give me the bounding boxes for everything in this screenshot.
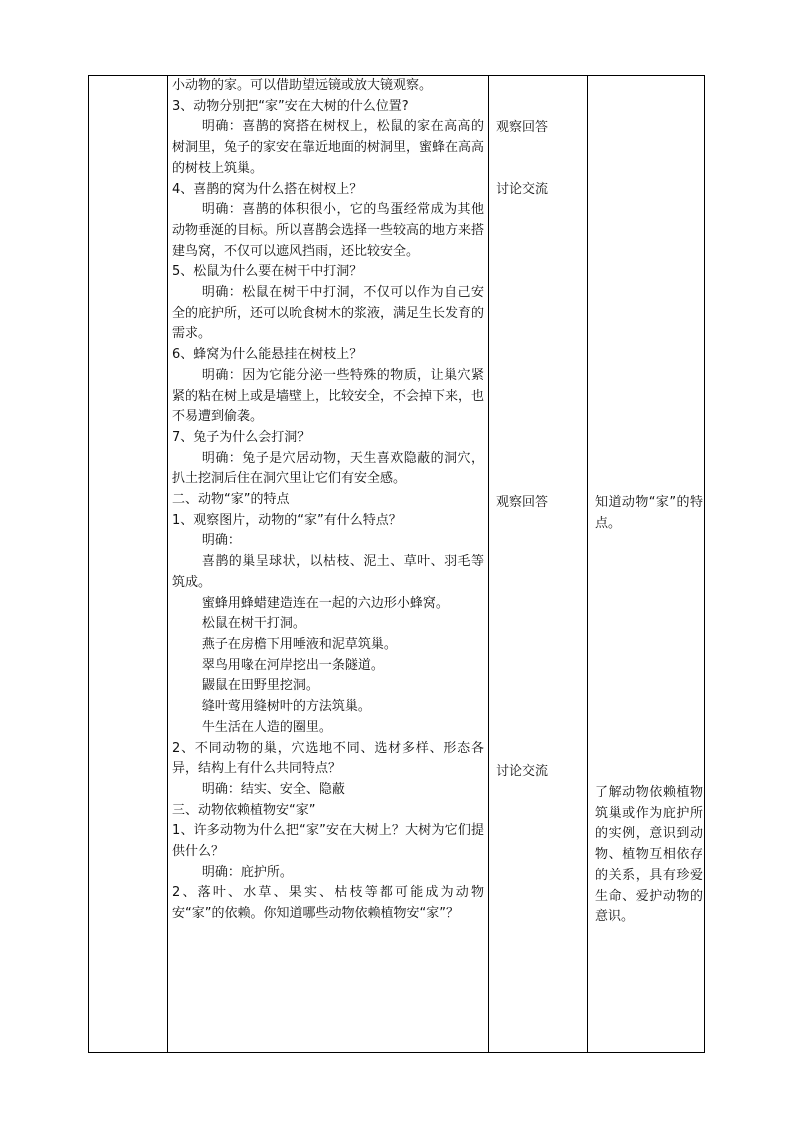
question: 1、许多动物为什么把“家”安在大树上？大树为它们提供什么？ [172, 823, 484, 860]
question: 4、喜鹊的窝为什么搭在树杈上？ [172, 181, 363, 197]
question: 5、松鼠为什么要在树干中打洞？ [172, 264, 363, 280]
answer-item: 牛生活在人造的圈里。 [201, 719, 332, 735]
answer: 明确：结实、安全、隐蔽 [201, 781, 345, 797]
question: 7、兔子为什么会打洞？ [172, 429, 311, 445]
question: 2、落叶、水草、果实、枯枝等都可能成为动物安“家”的依赖。你知道哪些动物依赖植物安“家”？ [172, 885, 484, 922]
student-activity: 观察回答 [496, 495, 549, 510]
answer: 明确：兔子是穴居动物，天生喜欢隐蔽的洞穴，扒土挖洞后住在洞穴里让它们有安全感。 [172, 450, 484, 487]
answer-item: 喜鹊的巢呈球状，以枯枝、泥土、草叶、羽毛等筑成。 [172, 554, 484, 590]
column-divider-3 [587, 75, 588, 1053]
answer: 明确：喜鹊的窝搭在树杈上，松鼠的家在高高的树洞里，兔子的家安在靠近地面的树洞里，蜜蜂在高高的树枝上筑巢。 [172, 119, 485, 176]
answer: 明确：松鼠在树干中打洞，不仅可以作为自己安全的庇护所，还可以吮食树木的浆液，满足生长发育的需求。 [172, 285, 485, 342]
answer: 明确： [201, 533, 241, 549]
question: 3、动物分别把“家”安在大树的什么位置? [172, 98, 409, 114]
section-heading: 三、动物依赖植物安“家” [172, 802, 316, 818]
question: 2、不同动物的巢，穴选地不同、选材多样、形态各异，结构上有什么共同特点？ [172, 740, 484, 777]
design-intent-text: 知道动物“家”的特点。 [595, 495, 703, 531]
column-divider-1 [167, 75, 168, 1053]
text-line: 小动物的家。可以借助望远镜或放大镜观察。 [172, 78, 433, 93]
answer-item: 燕子在房檐下用唾液和泥草筑巢。 [201, 636, 397, 652]
answer-item: 蜜蜂用蜂蜡建造连在一起的六边形小蜂窝。 [201, 595, 449, 611]
student-activity: 讨论交流 [496, 764, 549, 779]
answer-item: 缝叶莺用缝树叶的方法筑巢。 [201, 699, 371, 715]
answer-item: 鼹鼠在田野里挖洞。 [201, 678, 319, 694]
design-intent [595, 783, 703, 928]
answer-item: 松鼠在树干打洞。 [201, 616, 306, 632]
answer: 明确：喜鹊的体积很小，它的鸟蛋经常成为其他动物垂涎的目标。所以喜鹊会选择一些较高的地方来搭建鸟窝，不仅可以遮风挡雨，还比较安全。 [172, 202, 485, 259]
answer: 明确：因为它能分泌一些特殊的物质，让巢穴紧紧的粘在树上或是墙壁上，比较安全，不会掉下来，也不易遭到偷袭。 [172, 367, 485, 425]
student-activity: 观察回答 [496, 120, 549, 135]
question: 6、蜂窝为什么能悬挂在树枝上？ [172, 347, 363, 363]
student-activity: 讨论交流 [496, 182, 549, 197]
answer: 明确：庇护所。 [201, 864, 293, 880]
answer-item: 翠鸟用喙在河岸挖出一条隧道。 [201, 657, 384, 673]
design-intent-text: 了解动物依赖植物筑巢或作为庇护所的实例，意识到动物、植物互相依存的关系，具有珍爱生命、爱护动物的意识。 [595, 785, 703, 925]
column-divider-2 [488, 75, 489, 1053]
teaching-content-column [172, 76, 484, 925]
design-intent [595, 493, 703, 534]
section-heading: 二、动物“家”的特点 [172, 492, 290, 508]
question: 1、观察图片，动物的“家”有什么特点？ [172, 512, 402, 528]
